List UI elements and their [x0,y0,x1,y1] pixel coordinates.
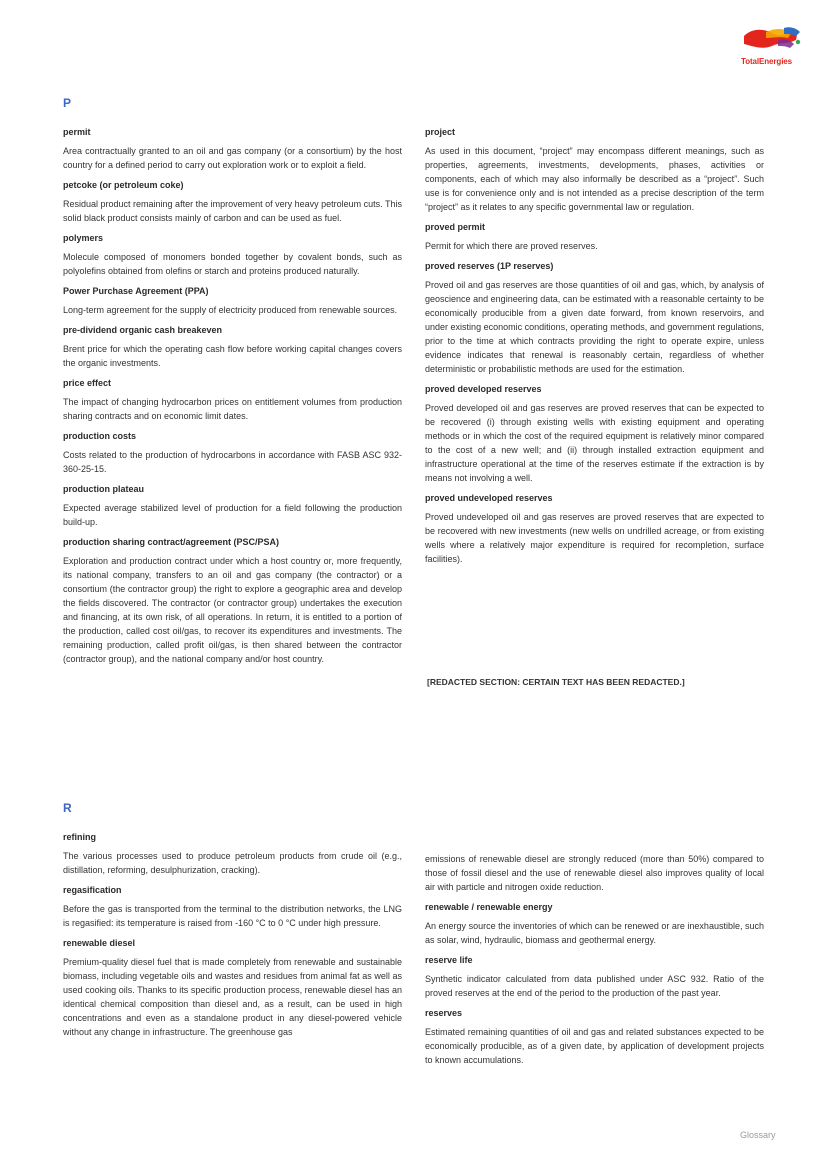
glossary-entry [63,285,402,317]
glossary-definition: Estimated remaining quantities of oil and gas and related substances expected to be economically producible, as of a given date, by application of development projects to known accumulations. [425,1027,764,1065]
glossary-entry [63,430,402,476]
glossary-definition: Exploration and production contract under which a host country or, more frequently, its national company, transfers to an oil and gas company (the contractor) or a consortium (the contractor group) the right to explore a geographic area and develop the fields discovered. The contractor (or contractor group) undertakes the execution and financing, at its own risk, of all operations. In return, it is entitled to a portion of the production, called cost oil/gas, to recover its expenditures and investments. The remaining production, called profit oil/gas, is then shared between the contractor (contractor group), and the national company and/or host country. [63,556,402,664]
glossary-term: renewable / renewable energy [425,902,553,912]
glossary-term: reserves [425,1008,463,1018]
glossary-entry [425,126,764,214]
glossary-entry [63,232,402,278]
glossary-definition: Premium-quality diesel fuel that is made completely from renewable and sustainable biomass, including vegetable oils and wastes and residues from animal fat as well as used cooking oils. Thanks to its specific production process, renewable diesel has an identical chemical composition than diesel and, as a result, can be used in high concentrations and even as a standalone product in any diesel-powered vehicle without any change in infrastructure. The greenhouse gas [63,957,402,1037]
r-right-column [425,846,764,1074]
glossary-term: production sharing contract/agreement (PSC/PSA) [63,537,280,547]
section-letter-p: P [63,96,72,110]
glossary-term: permit [63,127,91,137]
glossary-entry [425,221,764,253]
glossary-term: proved undeveloped reserves [425,493,553,503]
glossary-entry [63,884,402,930]
glossary-term: pre-dividend organic cash breakeven [63,325,223,335]
glossary-definition: Proved oil and gas reserves are those quantities of oil and gas, which, by analysis of geoscience and engineering data, can be estimated with a reasonable certainty to be economically producible from a given date forward, from known reservoirs, and under existing economic conditions, operating methods, and government regulations, prior to the time at which contracts providing the right to operate expire, unless evidence indicates that renewal is reasonably certain, regardless of whether deterministic or probabilistic methods are used for the estimation. [425,280,764,374]
glossary-definition: Proved undeveloped oil and gas reserves are proved reserves that are expected to be recovered with new investments (new wells on undrilled acreage, or from existing wells where a relatively major expenditure is required for recompletion, surface facilities). [425,512,764,564]
glossary-definition: Before the gas is transported from the terminal to the distribution networks, the LNG is regasified: its temperature is raised from -160 °C to 0 °C under high pressure. [63,904,402,928]
glossary-entry [63,536,402,666]
glossary-term: Power Purchase Agreement (PPA) [63,286,209,296]
glossary-term: petcoke (or petroleum coke) [63,180,184,190]
glossary-term: production plateau [63,484,144,494]
glossary-term: proved permit [425,222,486,232]
glossary-definition: An energy source the inventories of which can be renewed or are inexhaustible, such as solar, wind, hydraulic, biomass and geothermal energy. [425,921,764,945]
glossary-definition: Permit for which there are proved reserves. [425,241,598,251]
glossary-entry [63,377,402,423]
glossary-term: project [425,127,456,137]
glossary-term: regasification [63,885,122,895]
glossary-term: price effect [63,378,112,388]
glossary-entry [425,260,764,376]
glossary-term: polymers [63,233,104,243]
glossary-definition: Expected average stabilized level of production for a field following the production build-up. [63,503,402,527]
glossary-definition: Proved developed oil and gas reserves are proved reserves that can be expected to be recovered (i) through existing wells with existing equipment and operating methods or in which the cost of the required equipment is relatively minor compared to the cost of a new well; and (ii) through installed extraction equipment and infrastructure operational at the time of the reserves estimate if the extraction is by means not involving a well. [425,403,764,483]
glossary-entry [63,126,402,172]
glossary-term: proved developed reserves [425,384,542,394]
redacted-note: [REDACTED SECTION: CERTAIN TEXT HAS BEEN REDACTED.] [427,677,685,687]
glossary-definition-continuation: emissions of renewable diesel are strongly reduced (more than 50%) compared to those of fossil diesel and the use of renewable diesel also improves quality of local air with particle and nitrogen oxide reduction. [425,854,764,892]
glossary-entry [63,831,402,877]
glossary-definition: As used in this document, “project” may encompass different meanings, such as properties, agreements, investments, developments, phases, activities or components, each of which may also informally be described as a “project”. Such use is for convenience only and is not intended as a precise description of the term “project” as it relates to any specific governmental law or regulation. [425,146,764,212]
section-letter-r: R [63,801,72,815]
glossary-definition: Residual product remaining after the improvement of very heavy petroleum cuts. This solid black product consists mainly of carbon and can be used as fuel. [63,199,402,223]
p-left-column [63,126,402,673]
glossary-definition: The impact of changing hydrocarbon prices on entitlement volumes from production sharing contracts and on economic limit dates. [63,397,402,421]
glossary-term: production costs [63,431,137,441]
glossary-entry [425,492,764,566]
glossary-definition: Synthetic indicator calculated from data published under ASC 932. Ratio of the proved reserves at the end of the period to the production of the past year. [425,974,764,998]
glossary-term: proved reserves (1P reserves) [425,261,554,271]
glossary-definition: Area contractually granted to an oil and gas company (or a consortium) by the host country for a defined period to carry out exploration work or to exploit a field. [63,146,402,170]
glossary-entry [63,179,402,225]
glossary-term: reserve life [425,955,473,965]
glossary-entry [425,1007,764,1067]
p-right-column [425,126,764,573]
glossary-definition: The various processes used to produce petroleum products from crude oil (e.g., distillation, reforming, desulphurization, cracking). [63,851,402,875]
glossary-entry [425,901,764,947]
glossary-entry [63,324,402,370]
brand-name: TotalEnergies [741,57,793,66]
glossary-definition: Brent price for which the operating cash flow before working capital changes covers the organic investments. [63,344,402,368]
logo-mark-icon [738,24,802,56]
glossary-entry [425,954,764,1000]
glossary-definition: Long-term agreement for the supply of electricity produced from renewable sources. [63,305,398,315]
glossary-entry [425,383,764,485]
glossary-definition: Costs related to the production of hydrocarbons in accordance with FASB ASC 932-360-25-15. [63,450,402,474]
glossary-definition: Molecule composed of monomers bonded together by covalent bonds, such as polyolefins obtained from olefins or starch and proteins produced naturally. [63,252,402,276]
glossary-entry [63,937,402,1039]
glossary-term: refining [63,832,96,842]
glossary-entry [63,483,402,529]
r-left-column [63,831,402,1046]
footer-label: Glossary [740,1130,776,1140]
glossary-term: renewable diesel [63,938,136,948]
